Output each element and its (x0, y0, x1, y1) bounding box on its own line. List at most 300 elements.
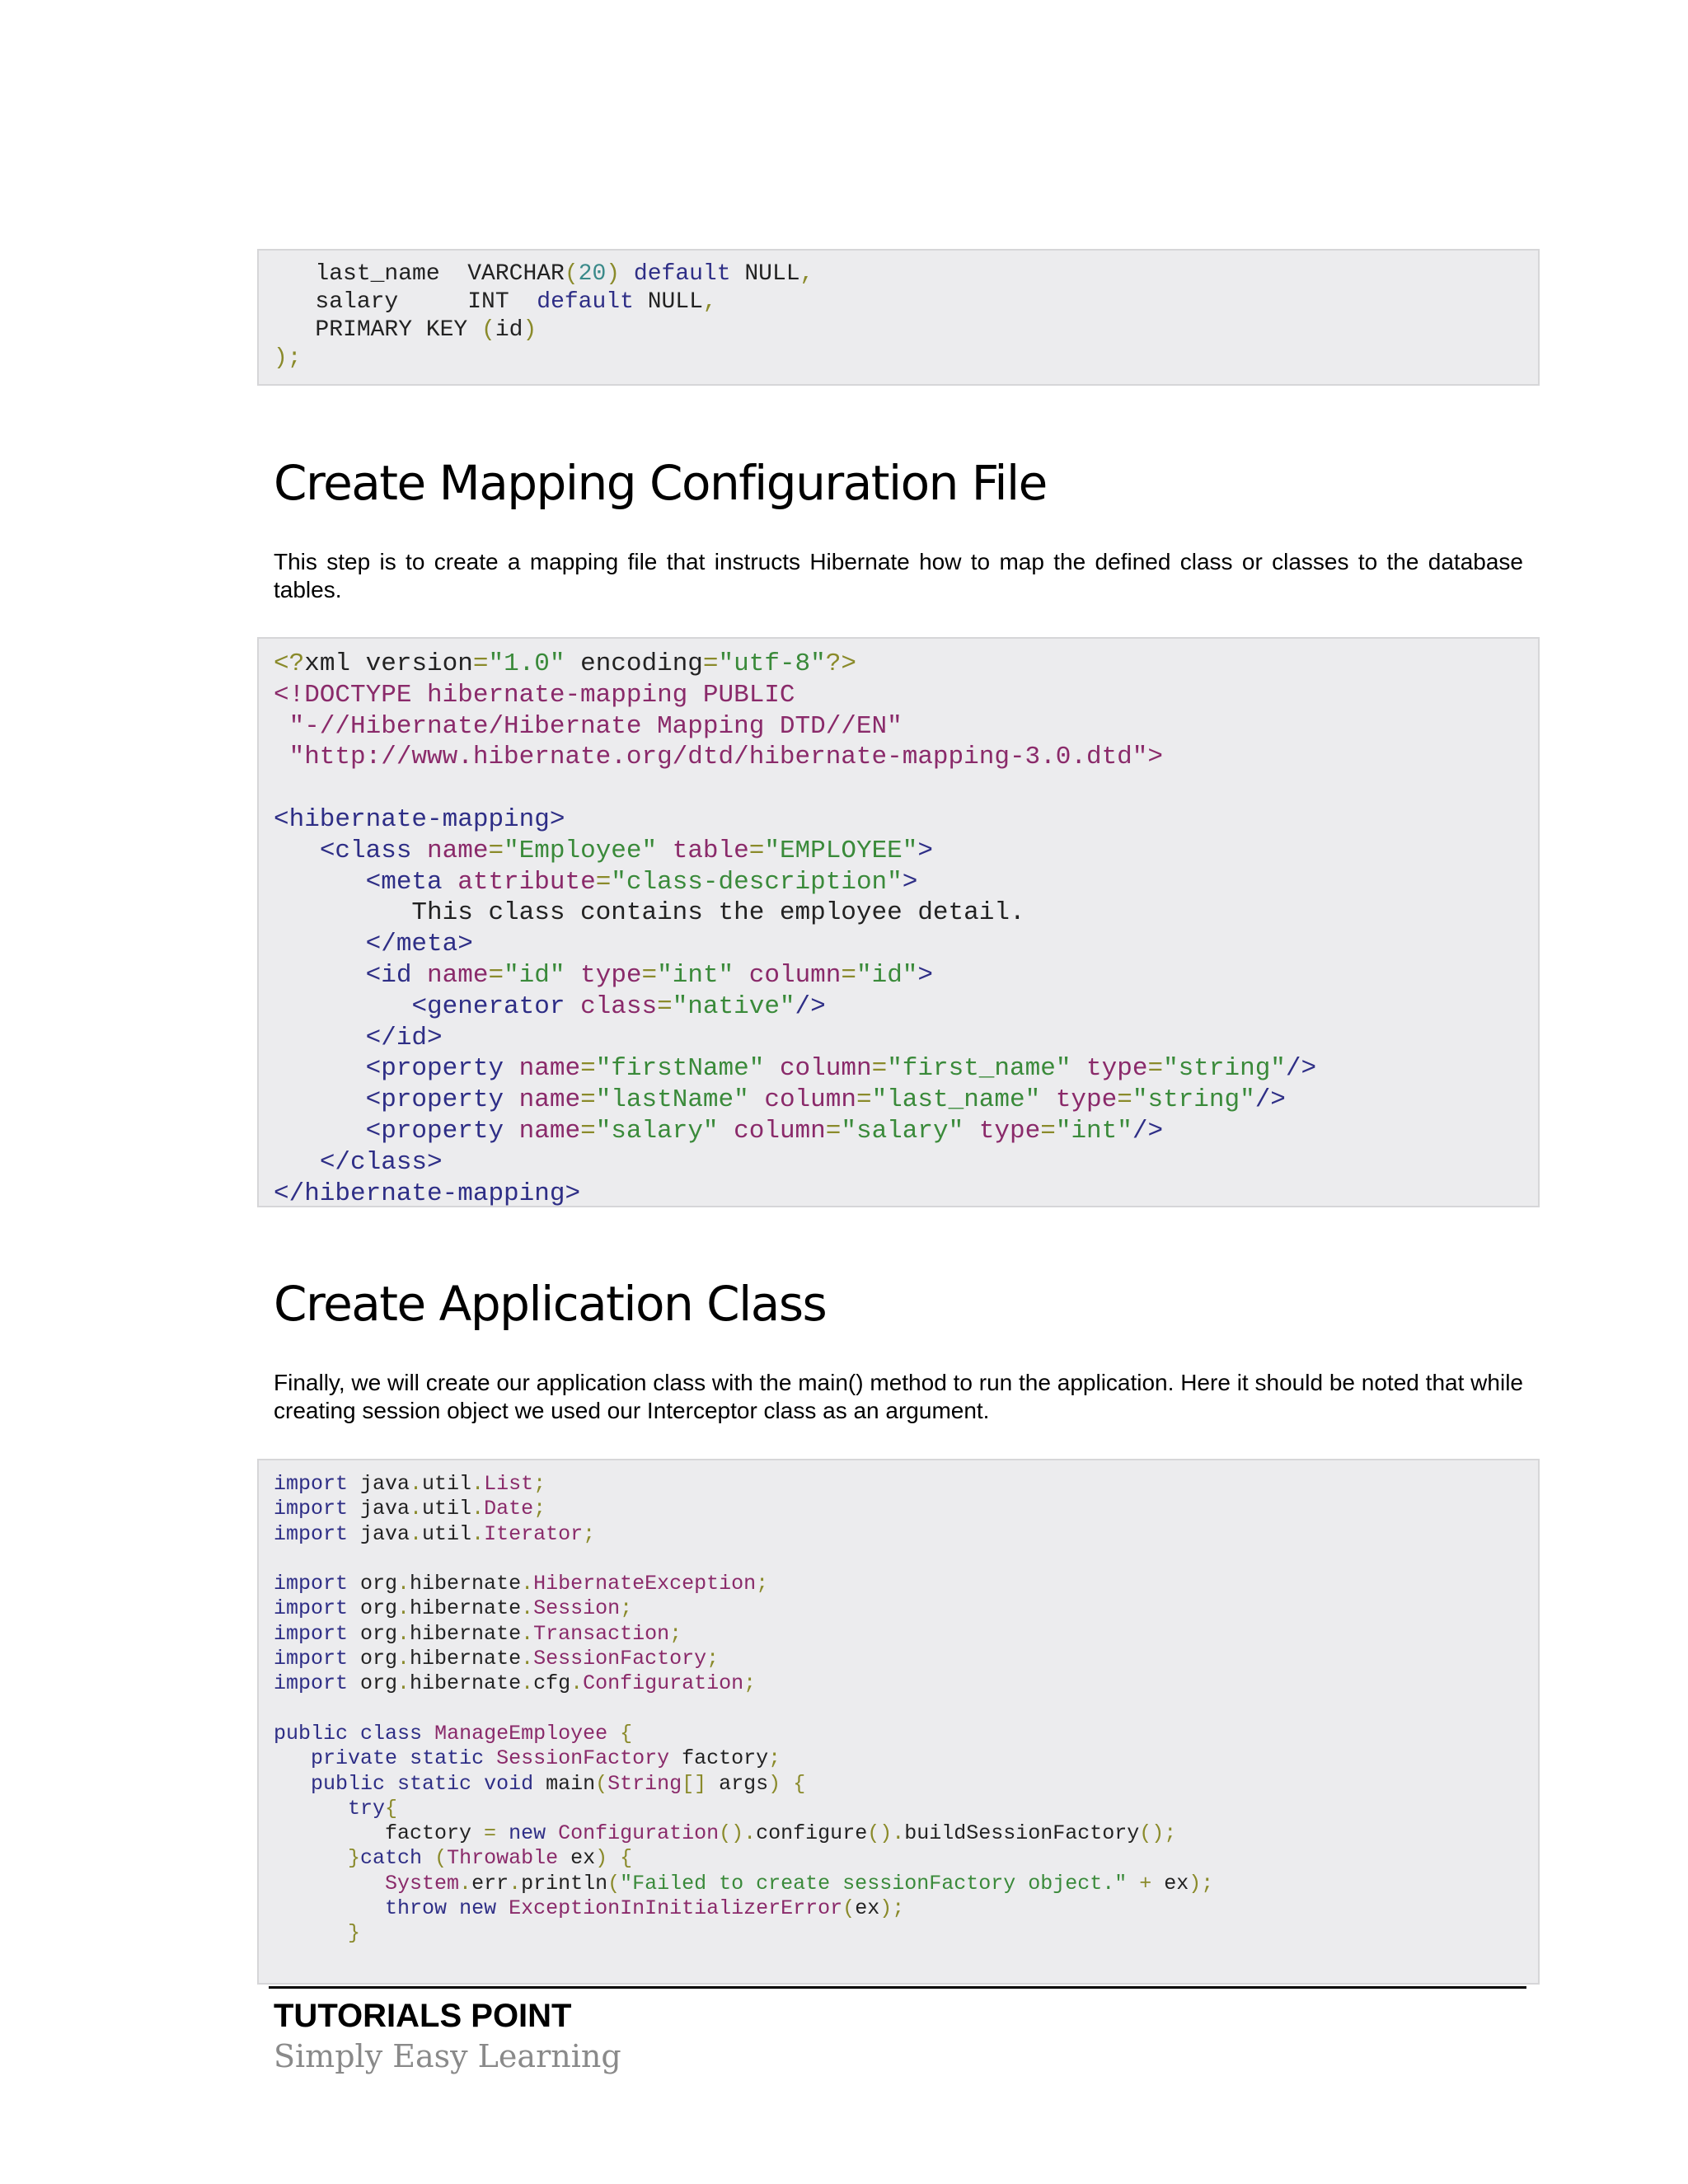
code-token (385, 1772, 397, 1796)
code-token: "int" (1055, 1116, 1132, 1146)
code-line (274, 344, 1538, 373)
code-token: default (633, 261, 731, 287)
code-token: hibernate (410, 1621, 522, 1646)
code-token: hibernate (410, 1671, 522, 1696)
code-token (471, 1772, 484, 1796)
code-token: import (274, 1497, 349, 1521)
code-token: "Failed to create sessionFactory object." (620, 1871, 1128, 1896)
code-token: attribute (457, 867, 596, 897)
code-token: name (518, 1054, 581, 1084)
code-token: "last_name" (871, 1085, 1041, 1115)
code-token: /> (795, 991, 826, 1021)
code-line (274, 960, 1538, 991)
code-token: import (274, 1621, 349, 1646)
code-line (274, 1023, 1538, 1054)
code-token: <hibernate-mapping> (274, 804, 565, 834)
code-token: ( (595, 1771, 608, 1796)
code-token (274, 992, 411, 1021)
code-token: . (509, 1871, 522, 1896)
code-token: <property (365, 1116, 504, 1146)
code-line (274, 1821, 1538, 1846)
code-token: "EMPLOYEE" (764, 836, 918, 865)
code-token: > (917, 836, 933, 865)
code-token: </hibernate-mapping> (274, 1179, 581, 1208)
code-token: org (348, 1647, 398, 1671)
code-token: (). (719, 1821, 757, 1846)
code-token: Configuration (583, 1671, 744, 1696)
code-line (274, 991, 1538, 1023)
code-token: import (274, 1472, 349, 1496)
code-token (274, 1054, 366, 1083)
code-token: err (471, 1871, 509, 1896)
code-token: ; (743, 1671, 757, 1696)
code-token: column (748, 960, 842, 990)
code-token: id (495, 317, 523, 343)
code-line (274, 316, 1538, 344)
code-token: = (1147, 1054, 1164, 1084)
code-token (565, 992, 580, 1021)
code-token: ) (768, 1771, 781, 1796)
code-token: util (422, 1472, 472, 1496)
code-token: ExceptionInInitializerError (509, 1896, 843, 1921)
code-token: = (580, 1085, 596, 1115)
code-token (274, 930, 366, 958)
code-token: . (521, 1671, 534, 1696)
code-token: static (397, 1771, 472, 1796)
code-token: import (274, 1596, 349, 1621)
footer-divider (269, 1986, 1526, 1989)
code-token: "class-description" (611, 867, 903, 897)
code-line (274, 1671, 1538, 1696)
code-token: = (580, 1054, 596, 1084)
code-line (274, 1497, 1538, 1521)
code-token: static (410, 1746, 485, 1771)
code-token: = (702, 649, 719, 678)
code-token: catch (360, 1846, 423, 1871)
code-token: Configuration (558, 1821, 720, 1846)
code-token: public (274, 1721, 349, 1746)
code-token: org (348, 1671, 398, 1696)
code-token: . (410, 1521, 423, 1546)
code-token (397, 1746, 410, 1770)
code-token: ) (606, 261, 621, 287)
code-token: = (1040, 1116, 1056, 1146)
code-token (422, 1846, 434, 1870)
code-token: java (348, 1521, 410, 1546)
code-token: Iterator (484, 1521, 584, 1546)
code-token (764, 1054, 780, 1083)
code-token: SessionFactory (533, 1647, 707, 1671)
code-line (274, 288, 1538, 316)
code-token: "Employee" (504, 836, 658, 865)
code-line (274, 1872, 1538, 1896)
java-code-block (257, 1459, 1540, 1985)
code-line (274, 1647, 1538, 1671)
code-token: . (397, 1621, 410, 1646)
code-token (443, 868, 458, 897)
code-token (274, 1024, 366, 1052)
code-token: org (348, 1621, 398, 1646)
code-token: Session (533, 1596, 621, 1621)
code-token (274, 837, 320, 865)
code-token: SessionFactory (496, 1746, 670, 1771)
section-heading-mapping: Create Mapping Configuration File (274, 455, 1047, 511)
code-token: System (385, 1871, 460, 1896)
code-token: java (348, 1472, 410, 1496)
code-token: String (607, 1771, 682, 1796)
code-token: <? (274, 649, 305, 678)
section-paragraph-application: Finally, we will create our application class with the main() method to run the application. Here it should be noted that while creating session object we used our Interceptor class as an argument. (274, 1370, 1523, 1423)
code-line (274, 1921, 1538, 1946)
code-token: <generator (411, 991, 565, 1021)
code-token: (); (1139, 1821, 1177, 1846)
code-token: name (518, 1116, 581, 1146)
code-token: new (509, 1821, 546, 1846)
code-token (274, 1896, 385, 1920)
code-token: import (274, 1671, 349, 1696)
code-token: ?> (825, 649, 856, 678)
code-token (447, 1896, 459, 1920)
code-token: buildSessionFactory (904, 1821, 1140, 1846)
code-token: ); (274, 345, 302, 371)
code-token: import (274, 1572, 349, 1596)
code-token: . (410, 1497, 423, 1521)
code-token: ( (564, 261, 579, 287)
code-token: ; (768, 1746, 781, 1771)
code-token (274, 1746, 311, 1770)
code-token: /> (1285, 1054, 1317, 1084)
code-token: This class contains the employee detail. (274, 898, 1025, 928)
code-token: "http://www.hibernate.org/dtd/hibernate-mapping-3.0.dtd"> (274, 743, 1163, 772)
section-paragraph-mapping: This step is to create a mapping file that instructs Hibernate how to map the defined class or classes to the database tables. (274, 549, 1523, 602)
code-token: util (422, 1497, 472, 1521)
code-token: List (484, 1472, 534, 1496)
code-token: = (1117, 1085, 1132, 1115)
code-token: = (484, 1821, 497, 1846)
code-token: Transaction (533, 1621, 670, 1646)
code-token: hibernate (410, 1572, 522, 1596)
code-token (274, 1148, 320, 1177)
code-token: "-//Hibernate/Hibernate Mapping DTD//EN" (274, 711, 903, 741)
code-token (565, 961, 581, 990)
code-token: args (706, 1771, 769, 1796)
code-token (274, 1797, 348, 1821)
code-line (274, 929, 1538, 960)
code-line (274, 742, 1538, 773)
code-token: > (917, 960, 934, 990)
code-token: util (422, 1521, 472, 1546)
code-token: <property (365, 1054, 504, 1084)
code-token (496, 1896, 509, 1920)
code-token: = (595, 867, 612, 897)
code-token: ex (855, 1896, 880, 1921)
code-token: Date (484, 1497, 534, 1521)
section-heading-application: Create Application Class (274, 1276, 827, 1332)
code-token: "id" (856, 960, 918, 990)
code-line (274, 1472, 1538, 1497)
footer-brand: TUTORIALS POINT (274, 1998, 572, 2034)
code-token: salary INT (274, 289, 537, 315)
code-token (620, 261, 634, 287)
code-token: "string" (1132, 1085, 1255, 1115)
code-token: . (570, 1671, 584, 1696)
code-token: . (410, 1472, 423, 1496)
code-token: name (427, 836, 489, 865)
code-token: try (348, 1796, 386, 1821)
code-line (274, 804, 1538, 836)
code-token: NULL (730, 261, 800, 287)
code-token: = (856, 1085, 872, 1115)
code-token: ; (533, 1472, 546, 1496)
code-line (274, 1772, 1538, 1797)
code-token: ); (1189, 1871, 1214, 1896)
code-line (274, 773, 1538, 804)
code-token (411, 837, 427, 865)
code-token: PRIMARY KEY (274, 317, 482, 343)
code-token: xml version (304, 649, 473, 678)
code-line (274, 1896, 1538, 1921)
code-token: table (672, 836, 749, 865)
code-token: } (348, 1921, 361, 1946)
code-token: ) (523, 317, 537, 343)
code-token: "utf-8" (718, 649, 826, 678)
code-token: . (521, 1572, 534, 1596)
code-token: ; (756, 1572, 769, 1596)
code-token (411, 961, 427, 990)
code-token: "id" (504, 960, 565, 990)
code-token (504, 1054, 519, 1083)
code-token: "int" (657, 960, 734, 990)
code-token: + (1139, 1871, 1152, 1896)
code-token: column (779, 1054, 872, 1084)
code-token: [] (682, 1771, 707, 1796)
code-token: type (1055, 1085, 1118, 1115)
code-token: ex (1151, 1871, 1189, 1896)
code-token: class (360, 1721, 423, 1746)
code-token: . (397, 1572, 410, 1596)
code-token: (). (867, 1821, 905, 1846)
code-token (1071, 1054, 1086, 1083)
code-token: org (348, 1596, 398, 1621)
code-token: name (518, 1085, 581, 1115)
code-token: HibernateException (533, 1572, 757, 1596)
code-token: ManageEmployee (434, 1721, 608, 1746)
code-token (1127, 1872, 1139, 1896)
code-token: "firstName" (595, 1054, 765, 1084)
code-token: void (484, 1771, 534, 1796)
code-token: "salary" (595, 1116, 719, 1146)
code-token: new (459, 1896, 497, 1921)
code-token (274, 961, 366, 990)
code-token: NULL (633, 289, 703, 315)
code-token: . (471, 1521, 485, 1546)
code-token: <!DOCTYPE hibernate-mapping PUBLIC (274, 680, 795, 710)
code-token: <class (319, 836, 412, 865)
code-token: hibernate (410, 1647, 522, 1671)
code-token: import (274, 1521, 349, 1546)
code-token (607, 1722, 620, 1746)
code-token: { (620, 1721, 633, 1746)
code-token: } (348, 1846, 361, 1871)
code-token: = (748, 836, 765, 865)
code-line (274, 836, 1538, 867)
code-token (274, 1085, 366, 1114)
code-token (781, 1772, 793, 1796)
code-token: = (825, 1116, 842, 1146)
code-token: 20 (578, 261, 607, 287)
code-token: factory (669, 1746, 769, 1771)
code-token: println (521, 1871, 608, 1896)
code-token: throw (385, 1896, 448, 1921)
code-line (274, 1697, 1538, 1722)
code-token (504, 1117, 519, 1146)
code-token: . (459, 1871, 472, 1896)
code-token (964, 1117, 979, 1146)
code-token (274, 1772, 311, 1796)
code-token: ; (533, 1497, 546, 1521)
code-token: . (397, 1647, 410, 1671)
code-token: "salary" (841, 1116, 964, 1146)
code-token: ; (620, 1596, 633, 1621)
code-token: ( (842, 1896, 856, 1921)
code-token: "string" (1163, 1054, 1286, 1084)
code-token: Throwable (447, 1846, 559, 1871)
code-token (496, 1821, 509, 1845)
sql-code-block (257, 249, 1540, 386)
code-token: . (521, 1647, 534, 1671)
code-token: <meta (365, 867, 443, 897)
code-token: <property (365, 1085, 504, 1115)
code-token: </id> (365, 1023, 443, 1052)
code-token: ( (481, 317, 495, 343)
code-token: = (841, 960, 856, 990)
code-token: . (521, 1596, 534, 1621)
code-token (274, 1117, 366, 1146)
code-line (274, 711, 1538, 743)
code-token: > (902, 867, 918, 897)
code-token (546, 1821, 558, 1845)
code-line (274, 1746, 1538, 1771)
code-token: type (1086, 1054, 1148, 1084)
code-token: "native" (672, 991, 795, 1021)
code-token: </class> (319, 1147, 443, 1177)
code-token (719, 1117, 734, 1146)
code-token: , (702, 289, 717, 315)
code-line (274, 1116, 1538, 1147)
code-token (607, 1846, 620, 1870)
code-line (274, 1179, 1538, 1210)
code-token: . (521, 1621, 534, 1646)
code-token (274, 1921, 348, 1945)
code-token: . (397, 1596, 410, 1621)
code-line (274, 649, 1538, 680)
code-token: cfg (533, 1671, 571, 1696)
code-token: = (641, 960, 658, 990)
code-line (274, 1722, 1538, 1746)
code-token (657, 837, 673, 865)
code-line (274, 867, 1538, 898)
code-token: { (620, 1846, 633, 1871)
code-line (274, 1846, 1538, 1871)
code-token: , (799, 261, 814, 287)
code-token (274, 1872, 385, 1896)
code-token: /> (1132, 1116, 1164, 1146)
code-token: = (657, 991, 673, 1021)
code-token: default (537, 289, 634, 315)
code-token: . (471, 1472, 485, 1496)
code-token: ; (669, 1621, 682, 1646)
code-line (274, 1522, 1538, 1547)
code-token (504, 1085, 519, 1114)
code-token: ( (434, 1846, 448, 1871)
code-token: column (764, 1085, 856, 1115)
code-token (274, 868, 366, 897)
code-token: public (311, 1771, 386, 1796)
code-token (484, 1746, 496, 1770)
code-token: ; (583, 1521, 596, 1546)
code-line (274, 260, 1538, 288)
code-token: last_name VARCHAR (274, 261, 565, 287)
code-token: org (348, 1572, 398, 1596)
code-token (749, 1085, 765, 1114)
code-token: column (734, 1116, 826, 1146)
code-token (1040, 1085, 1056, 1114)
code-token: main (533, 1771, 596, 1796)
code-token: = (488, 836, 504, 865)
code-token: type (978, 1116, 1041, 1146)
code-token: </meta> (365, 930, 473, 959)
code-line (274, 1147, 1538, 1179)
code-token: encoding (565, 649, 703, 678)
code-token: = (472, 649, 489, 678)
code-line (274, 1572, 1538, 1596)
code-token (422, 1722, 434, 1746)
code-line (274, 1797, 1538, 1821)
code-token: /> (1254, 1085, 1286, 1115)
xml-code-block (257, 637, 1540, 1207)
code-token: ); (879, 1896, 905, 1921)
code-line (274, 1547, 1538, 1572)
code-token: hibernate (410, 1596, 522, 1621)
code-token: configure (756, 1821, 868, 1846)
code-token: "first_name" (887, 1054, 1071, 1084)
code-token (274, 1846, 348, 1870)
code-token: ( (607, 1871, 621, 1896)
code-token: . (397, 1671, 410, 1696)
code-token: { (385, 1796, 398, 1821)
code-token: name (427, 960, 489, 990)
code-token: private (311, 1746, 398, 1771)
code-line (274, 680, 1538, 711)
footer-tagline: Simply Easy Learning (274, 2038, 621, 2074)
code-token: type (580, 960, 642, 990)
code-token: <id (365, 960, 412, 990)
code-token: java (348, 1497, 410, 1521)
code-line (274, 1622, 1538, 1647)
code-line (274, 1596, 1538, 1621)
code-token: { (793, 1771, 806, 1796)
code-token: . (471, 1497, 485, 1521)
code-line (274, 1053, 1538, 1085)
code-token: class (580, 991, 658, 1021)
code-line (274, 1085, 1538, 1116)
code-token: = (488, 960, 504, 990)
code-token: "lastName" (595, 1085, 749, 1115)
code-token (734, 961, 749, 990)
code-line (274, 898, 1538, 929)
code-token: = (871, 1054, 888, 1084)
code-token (348, 1722, 360, 1746)
